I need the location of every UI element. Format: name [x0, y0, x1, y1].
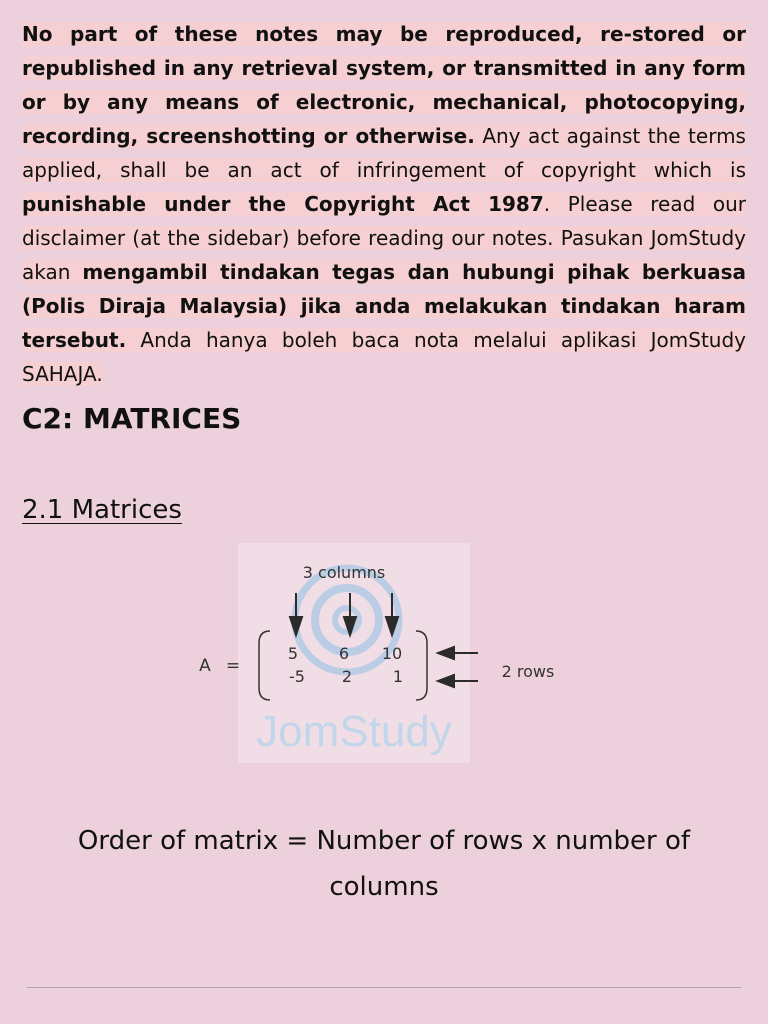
left-arrow-icon [438, 647, 454, 659]
formula-line-2: columns [329, 872, 439, 902]
notice-text-3: Anda hanya boleh baca nota melalui aplikasi JomStudy SAHAJA. [22, 328, 746, 386]
formula-line-1: Order of matrix = Number of rows x number of [77, 826, 691, 856]
row-arrows [438, 647, 478, 687]
notice-text-1: Any act against the terms applied, shall be an act of infringement of copyright which is [22, 124, 746, 182]
columns-label: 3 columns [302, 563, 386, 582]
matrix-cell: 10 [381, 644, 403, 663]
notice-bold-act: punishable under the Copyright Act 1987 [22, 192, 544, 216]
left-bracket [259, 631, 270, 700]
rows-label: 2 rows [501, 662, 555, 681]
matrix-cell: -5 [289, 667, 305, 686]
matrix-cell: 2 [341, 667, 353, 686]
section-title: 2.1 Matrices [22, 495, 182, 525]
left-arrow-icon [438, 675, 454, 687]
notice-bold-intro: No part of these notes may be reproduced, re-stored or republished in any retrieval system, or transmitted in any form or by any means of electronic, mechanical, photocopying, recording, screenshotting or otherwise. [22, 22, 746, 148]
copyright-notice [22, 17, 746, 391]
matrix-figure [190, 543, 580, 765]
equals-sign: = [225, 656, 241, 676]
watermark-text: JomStudy [256, 707, 452, 756]
matrix-cell: 6 [338, 644, 350, 663]
matrix-name: A [199, 656, 211, 676]
right-bracket [416, 631, 427, 700]
down-arrow-icon [290, 617, 302, 635]
notice-text-2: . Please read our disclaimer (at the sidebar) before reading our notes. Pasukan JomStudy akan [22, 192, 746, 284]
divider [27, 987, 741, 988]
matrix-cell: 1 [392, 667, 404, 686]
chapter-title: C2: MATRICES [22, 402, 242, 435]
matrix-cell: 5 [287, 644, 299, 663]
order-formula [0, 818, 768, 910]
notice-bold-warning: mengambil tindakan tegas dan hubungi pihak berkuasa (Polis Diraja Malaysia) jika anda melakukan tindakan haram tersebut. [22, 260, 747, 352]
matrix-diagram [190, 543, 580, 765]
